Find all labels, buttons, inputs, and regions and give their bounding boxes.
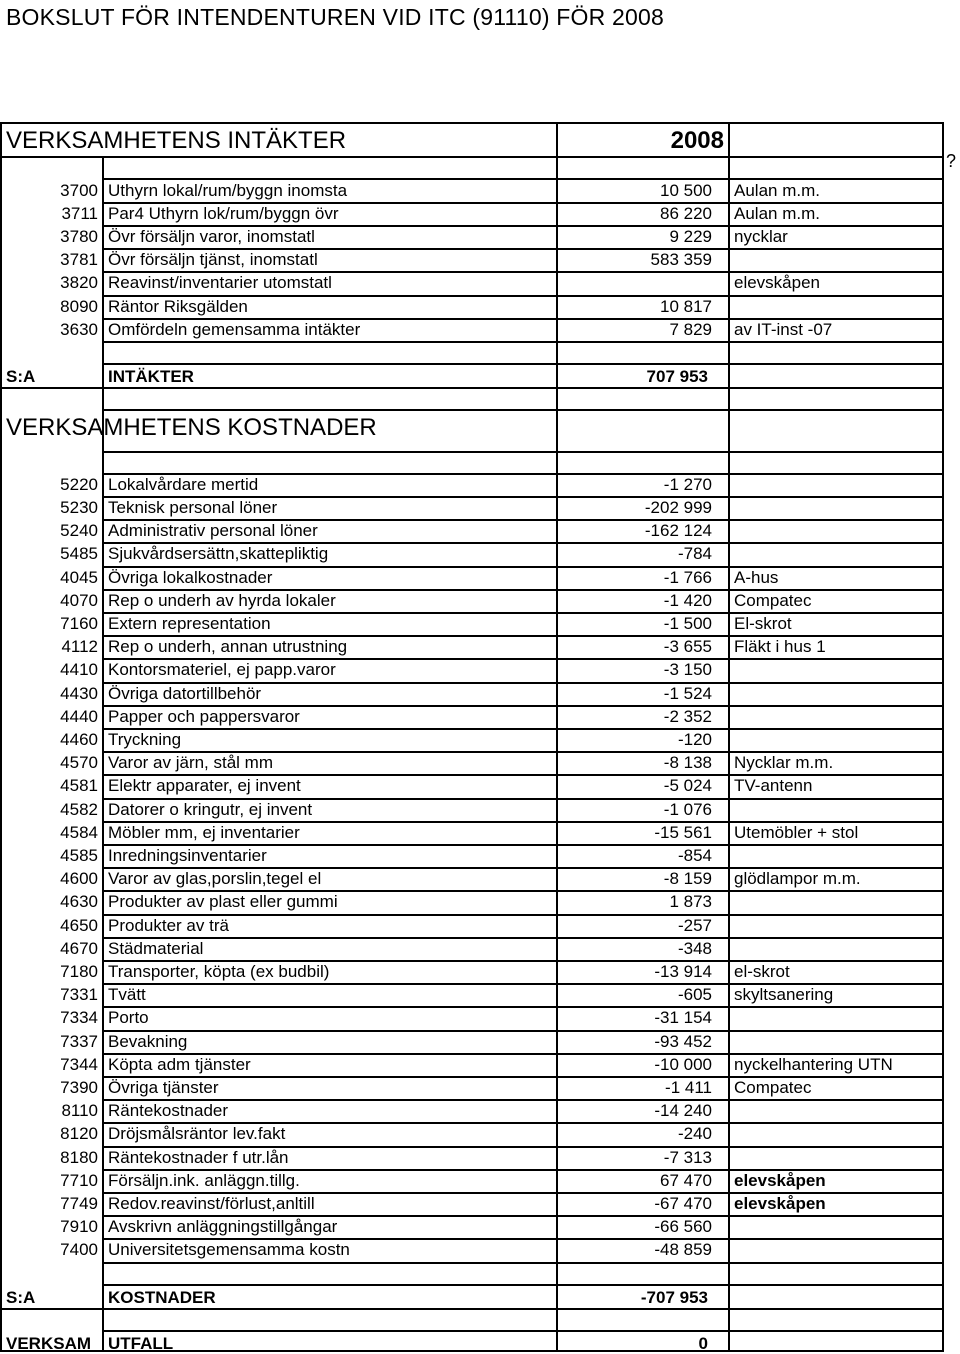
cost-description: Övriga lokalkostnader <box>108 567 273 587</box>
cost-amount: -162 124 <box>644 521 712 541</box>
cost-account: 7400 <box>60 1240 98 1260</box>
income-amount: 10 817 <box>660 296 712 316</box>
cost-description: Rep o underh, annan utrustning <box>108 637 348 657</box>
costs-sum-label: S:A <box>6 1287 36 1307</box>
cost-amount: -120 <box>677 729 712 749</box>
cost-description: Transporter, köpta (ex budbil) <box>108 961 330 981</box>
cost-amount: -31 154 <box>654 1008 712 1028</box>
grid-line <box>0 156 944 158</box>
cost-note <box>734 800 940 820</box>
cost-amount: 1 873 <box>669 892 712 912</box>
cost-amount: -1 270 <box>663 474 712 494</box>
cost-description: Dröjsmålsräntor lev.fakt <box>108 1124 286 1144</box>
cost-amount: -1 076 <box>663 799 712 819</box>
cost-note: Nycklar m.m. <box>734 753 834 773</box>
cost-account: 4581 <box>60 776 98 796</box>
cost-description: Övriga tjänster <box>108 1077 219 1097</box>
result-label: VERKSAM <box>6 1333 92 1353</box>
cost-account: 7910 <box>60 1217 98 1237</box>
cost-amount: -1 766 <box>663 567 712 587</box>
cost-description: Kontorsmateriel, ej papp.varor <box>108 660 336 680</box>
income-year: 2008 <box>670 127 724 154</box>
cost-account: 4070 <box>60 590 98 610</box>
costs-heading: VERKSAMHETENS KOSTNADER <box>6 413 377 441</box>
cost-account: 4570 <box>60 753 98 773</box>
cost-description: Försäljn.ink. anläggn.tillg. <box>108 1170 300 1190</box>
cost-amount: -1 411 <box>665 1077 712 1097</box>
cost-description: Städmaterial <box>108 938 204 958</box>
income-note: Aulan m.m. <box>734 204 820 224</box>
cost-amount: -1 524 <box>663 683 712 703</box>
cost-description: Köpta adm tjänster <box>108 1054 251 1074</box>
grid-line <box>0 1308 944 1310</box>
cost-account: 7390 <box>60 1077 98 1097</box>
cost-account: 7160 <box>60 613 98 633</box>
cost-note <box>734 892 940 912</box>
cost-amount: -854 <box>677 845 712 865</box>
cost-description: Datorer o kringutr, ej invent <box>108 799 313 819</box>
cost-note <box>734 660 940 680</box>
cost-amount: -48 859 <box>654 1240 712 1260</box>
cost-description: Produkter av trä <box>108 915 229 935</box>
cost-note: nyckelhantering UTN <box>734 1054 893 1074</box>
cost-description: Tvätt <box>108 985 146 1005</box>
income-heading: VERKSAMHETENS INTÄKTER <box>6 127 347 154</box>
cost-description: Sjukvårdsersättn,skattepliktig <box>108 544 329 564</box>
cost-account: 8110 <box>61 1101 98 1121</box>
cost-amount: -5 024 <box>663 776 712 796</box>
grid-line <box>728 122 730 1350</box>
cost-amount: -1 420 <box>663 590 712 610</box>
grid-line <box>102 451 944 453</box>
income-description: Reavinst/inventarier utomstatl <box>108 273 332 293</box>
cost-note <box>734 498 940 518</box>
cost-amount: -3 150 <box>663 660 712 680</box>
cost-account: 7337 <box>60 1031 98 1051</box>
income-note: nycklar <box>734 227 788 247</box>
income-amount: 9 229 <box>669 227 712 247</box>
cost-account: 4410 <box>60 660 98 680</box>
cost-description: Räntekostnader <box>108 1101 229 1121</box>
cost-amount: -93 452 <box>654 1031 712 1051</box>
income-account: 3630 <box>60 319 98 339</box>
income-account: 8090 <box>60 296 98 316</box>
cost-description: Universitetsgemensamma kostn <box>108 1240 350 1260</box>
cost-account: 8120 <box>60 1124 98 1144</box>
income-amount: 583 359 <box>650 250 712 270</box>
cost-note: TV-antenn <box>734 776 813 796</box>
cost-note: Utemöbler + stol <box>734 822 859 842</box>
cost-description: Teknisk personal löner <box>108 497 278 517</box>
cost-description: Räntekostnader f utr.lån <box>108 1147 289 1167</box>
income-account: 3700 <box>60 181 98 200</box>
cost-note: elevskåpen <box>734 1193 826 1213</box>
cost-account: 5485 <box>60 544 98 564</box>
costs-sum-amount: -707 953 <box>640 1287 708 1307</box>
cost-note: skyltsanering <box>734 985 834 1005</box>
income-description: Övr försäljn tjänst, inomstatl <box>108 250 318 270</box>
cost-description: Produkter av plast eller gummi <box>108 892 338 912</box>
cost-account: 7331 <box>60 985 98 1005</box>
cost-account: 4670 <box>60 938 98 958</box>
cost-amount: -10 000 <box>654 1054 712 1074</box>
income-description: Omfördeln gemensamma intäkter <box>108 319 361 339</box>
cost-amount: -66 560 <box>654 1217 712 1237</box>
cost-account: 4460 <box>60 729 98 749</box>
spreadsheet <box>0 122 944 1353</box>
cost-amount: -67 470 <box>654 1193 712 1213</box>
income-note: Aulan m.m. <box>734 181 820 200</box>
income-note <box>734 250 940 270</box>
cost-note <box>734 1240 940 1260</box>
cost-account: 4585 <box>60 845 98 865</box>
cost-account: 7344 <box>60 1054 98 1074</box>
cost-note <box>734 1032 940 1052</box>
cost-description: Papper och pappersvaror <box>108 706 300 726</box>
cost-note: Compatec <box>734 590 812 610</box>
cost-account: 5240 <box>60 521 98 541</box>
cost-account: 7749 <box>60 1193 98 1213</box>
cost-account: 4600 <box>60 869 98 889</box>
cost-description: Extern representation <box>108 613 271 633</box>
cost-note <box>734 521 940 541</box>
cost-amount: -605 <box>677 985 712 1005</box>
cost-amount: -257 <box>677 915 712 935</box>
income-amount <box>560 273 712 293</box>
cost-description: Administrativ personal löner <box>108 521 318 541</box>
income-amount: 10 500 <box>660 181 712 200</box>
income-account: 3780 <box>60 227 98 247</box>
cost-amount: -8 138 <box>663 753 712 773</box>
cost-description: Lokalvårdare mertid <box>108 474 259 494</box>
income-amount: 86 220 <box>660 204 712 224</box>
grid-line <box>0 387 944 389</box>
income-sum-amount: 707 953 <box>646 366 708 386</box>
cost-note <box>734 846 940 866</box>
cost-note: El-skrot <box>734 613 792 633</box>
cost-account: 7334 <box>60 1008 98 1028</box>
cost-description: Varor av järn, stål mm <box>108 753 274 773</box>
document-title: BOKSLUT FÖR INTENDENTUREN VID ITC (91110) FÖR 2008 <box>6 4 664 30</box>
grid-line <box>0 122 944 124</box>
cost-account: 8180 <box>60 1147 98 1167</box>
income-description: Uthyrn lokal/rum/byggn inomsta <box>108 181 348 200</box>
cost-description: Avskrivn anläggningstillgångar <box>108 1217 338 1237</box>
cost-note <box>734 544 940 564</box>
cost-account: 4650 <box>60 915 98 935</box>
income-account: 3781 <box>60 250 98 270</box>
grid-line <box>102 409 944 411</box>
cost-amount: -202 999 <box>644 497 712 517</box>
cost-account: 4630 <box>60 892 98 912</box>
result-amount: 0 <box>698 1333 708 1353</box>
cost-note <box>734 684 940 704</box>
cost-note: Compatec <box>734 1077 812 1097</box>
income-sum-name: INTÄKTER <box>108 366 194 386</box>
cost-description: Rep o underh av hyrda lokaler <box>108 590 336 610</box>
cost-amount: -8 159 <box>663 869 712 889</box>
cost-note <box>734 1148 940 1168</box>
cost-amount: -14 240 <box>654 1101 712 1121</box>
cost-note: Fläkt i hus 1 <box>734 637 826 657</box>
income-account: 3820 <box>60 273 98 293</box>
cost-amount: -15 561 <box>654 822 712 842</box>
grid-line <box>102 1330 944 1332</box>
cost-note <box>734 1101 940 1121</box>
cost-account: 4582 <box>60 799 98 819</box>
cost-description: Tryckning <box>108 729 182 749</box>
cost-note <box>734 730 940 750</box>
income-description: Övr försäljn varor, inomstatl <box>108 227 315 247</box>
cost-note: A-hus <box>734 567 779 587</box>
cost-account: 4430 <box>60 683 98 703</box>
cost-note <box>734 916 940 936</box>
cost-account: 4584 <box>60 822 98 842</box>
cost-note <box>734 707 940 727</box>
cost-account: 4440 <box>60 706 98 726</box>
grid-line <box>556 122 558 1350</box>
cost-note <box>734 939 940 959</box>
grid-line <box>102 363 944 365</box>
cost-note: glödlampor m.m. <box>734 869 861 889</box>
grid-line <box>102 1284 944 1286</box>
cost-amount: -3 655 <box>663 637 712 657</box>
grid-line <box>0 122 2 1350</box>
cost-description: Elektr apparater, ej invent <box>108 776 301 796</box>
grid-line <box>102 1262 944 1264</box>
cost-amount: -2 352 <box>663 706 712 726</box>
cost-account: 5220 <box>60 474 98 494</box>
cost-amount: 67 470 <box>660 1170 712 1190</box>
grid-line <box>102 341 944 343</box>
cost-amount: -348 <box>677 938 712 958</box>
income-note <box>734 297 940 317</box>
income-amount: 7 829 <box>669 319 712 339</box>
cost-amount: -13 914 <box>654 961 712 981</box>
cost-description: Bevakning <box>108 1031 188 1051</box>
cost-note <box>734 1124 940 1144</box>
result-name: UTFALL <box>108 1333 174 1353</box>
cost-description: Möbler mm, ej inventarier <box>108 822 300 842</box>
cost-note <box>734 1217 940 1237</box>
income-sum-label: S:A <box>6 366 36 386</box>
cost-description: Varor av glas,porslin,tegel el <box>108 869 322 889</box>
cost-note: el-skrot <box>734 961 790 981</box>
cost-note <box>734 1008 940 1028</box>
cost-account: 4045 <box>60 567 98 587</box>
grid-line <box>102 178 944 180</box>
cost-amount: -1 500 <box>663 613 712 633</box>
income-description: Räntor Riksgälden <box>108 296 248 316</box>
cost-account: 7180 <box>60 961 98 981</box>
cost-description: Övriga datortillbehör <box>108 683 262 703</box>
grid-line <box>102 156 104 1350</box>
cost-amount: -784 <box>677 544 712 564</box>
income-account: 3711 <box>61 204 98 224</box>
cost-amount: -240 <box>677 1124 712 1144</box>
cost-note: elevskåpen <box>734 1170 826 1190</box>
income-note: av IT-inst -07 <box>734 319 833 339</box>
cost-description: Redov.reavinst/förlust,anltill <box>108 1193 315 1213</box>
cost-description: Porto <box>108 1008 149 1028</box>
income-note: elevskåpen <box>734 273 821 293</box>
cost-note <box>734 475 940 495</box>
cost-amount: -7 313 <box>663 1147 712 1167</box>
question-mark: ? <box>946 151 957 172</box>
cost-description: Inredningsinventarier <box>108 845 267 865</box>
cost-account: 5230 <box>60 497 98 517</box>
cost-account: 4112 <box>61 637 98 657</box>
costs-sum-name: KOSTNADER <box>108 1287 216 1307</box>
cost-account: 7710 <box>60 1170 98 1190</box>
income-description: Par4 Uthyrn lok/rum/byggn övr <box>108 204 339 224</box>
grid-line <box>942 122 944 1350</box>
